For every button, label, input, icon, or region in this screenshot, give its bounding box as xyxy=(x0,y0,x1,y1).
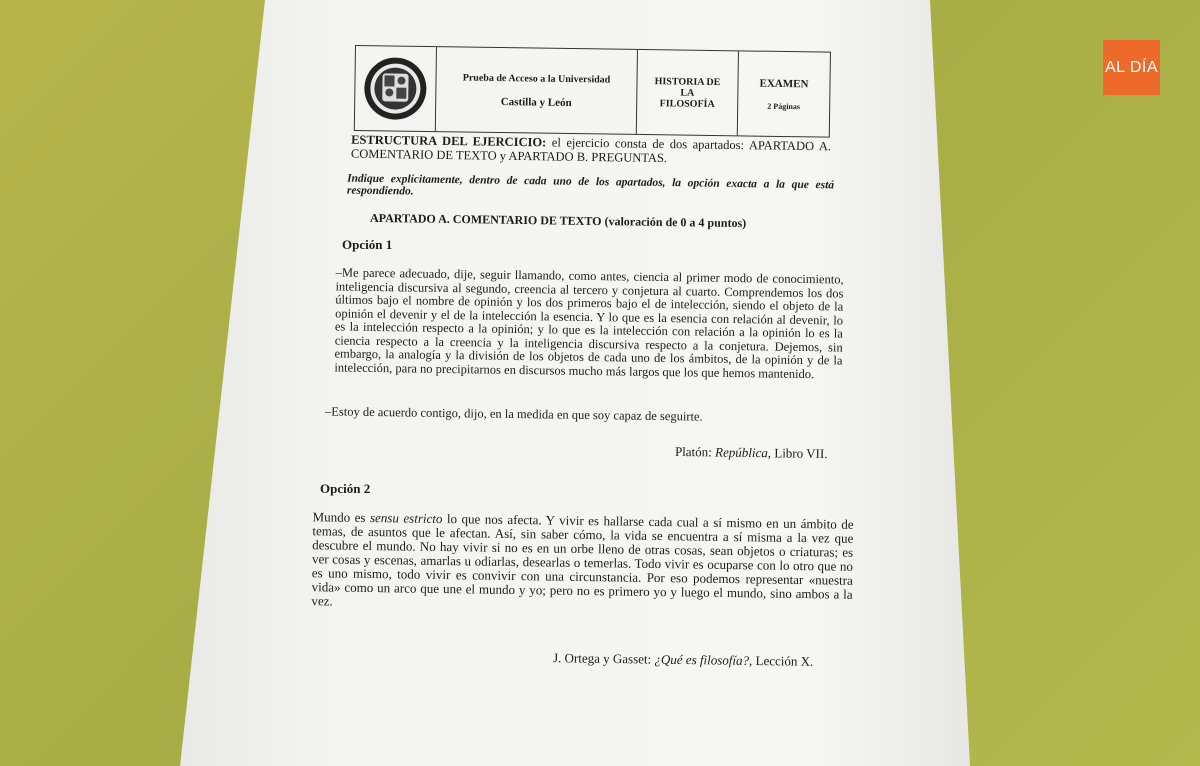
option2-cite-rest: , Lección X. xyxy=(748,652,814,669)
option1-cite-author: Platón: xyxy=(674,443,716,460)
region-name: Castilla y León xyxy=(500,95,572,109)
castilla-leon-crest-icon xyxy=(362,55,429,122)
option2-paragraph xyxy=(311,510,853,616)
exam-label: EXAMEN xyxy=(759,77,809,90)
option2-label: Opción 2 xyxy=(320,481,371,496)
option2-text-italic: sensu estricto xyxy=(369,510,443,527)
subject-line3: FILOSOFÍA xyxy=(659,97,715,110)
structure-label: ESTRUCTURA DEL EJERCICIO: xyxy=(351,132,547,150)
option2-text-rest: lo que nos afecta. Y vivir es hallarse cada cual a sí mismo en un ámbito de temas, de asuntos que le afectan. Así, sin saber cómo, la vida se encuentra a sí misma a la vez que descubre el mundo. No hay vivir si no es en un orbe lleno de otras cosas, sean objetos o criaturas; es ver cosas y escenas, amarlas u odiarlas, desearlas o temerlas. Todo vivir es ocuparse con lo otro que no es uno mismo, todo vivir es convivir con una circunstancia. Por eso podemos representar «nuestra vida» como un arco que une el mundo y yo; pero no es primero yo y luego el mundo, sino ambos a la vez. xyxy=(311,511,854,609)
al-dia-logo-label: AL DÍA xyxy=(1104,58,1159,76)
option2-text-start: Mundo es xyxy=(312,509,371,526)
university-cell xyxy=(436,47,638,134)
option1-label: Opción 1 xyxy=(342,237,393,252)
option1-cite-rest: , Libro VII. xyxy=(767,445,828,462)
page-count: 2 Páginas xyxy=(767,101,801,111)
crest-cell xyxy=(355,46,437,131)
option1-citation xyxy=(675,444,828,462)
exam-cell xyxy=(738,51,830,136)
instruction-paragraph: Indique explícitamente, dentro de cada uno de los apartados, la opción exacta a la que está respondiendo. xyxy=(346,172,835,198)
subject-line1: HISTORIA DE xyxy=(654,75,721,88)
university-line: Prueba de Acceso a la Universidad xyxy=(462,72,611,86)
exam-header-table xyxy=(354,45,831,138)
option1-cite-work: República xyxy=(714,444,768,461)
subject-cell xyxy=(637,50,739,135)
option2-cite-author: J. Ortega y Gasset: xyxy=(552,650,655,667)
section-a-label: APARTADO A. COMENTARIO DE TEXTO xyxy=(369,210,602,229)
subject-line2: LA xyxy=(680,87,695,99)
option1-paragraph2: –Estoy de acuerdo contigo, dijo, en la medida en que soy capaz de seguirte. xyxy=(324,404,703,424)
al-dia-logo xyxy=(1103,40,1160,95)
section-a-valuation: (valoración de 0 a 4 puntos) xyxy=(601,214,747,231)
option1-paragraph: –Me parece adecuado, dije, seguir llamando, como antes, ciencia al primer modo de conocimiento, inteligencia discursiva al segundo, creencia al tercero y conjetura al cuarto. Comprendemos los dos últimos bajo el nombre de opinión y los dos primeros bajo el de intelección, siendo el objeto de la opinión el devenir y el de la intelección la esencia. Y lo que es la esencia con relación al devenir, lo es la intelección respecto a la opinión; y lo que es la intelección con relación a la opinión lo es la ciencia respecto a la creencia y la inteligencia discursiva respecto a la conjetura. Dejemos, sin embargo, la analogía y la división de los objetos de cada uno de los ámbitos, de la opinión y de la intelección, para no precipitarnos en discursos mucho más largos que los que hemos mantenido. xyxy=(334,265,844,381)
option2-cite-work: ¿Qué es filosofía? xyxy=(654,651,750,668)
structure-text: el ejercicio consta de dos apartados: APARTADO A. COMENTARIO DE TEXTO y APARTADO B. PREGUNTAS. xyxy=(350,135,832,165)
